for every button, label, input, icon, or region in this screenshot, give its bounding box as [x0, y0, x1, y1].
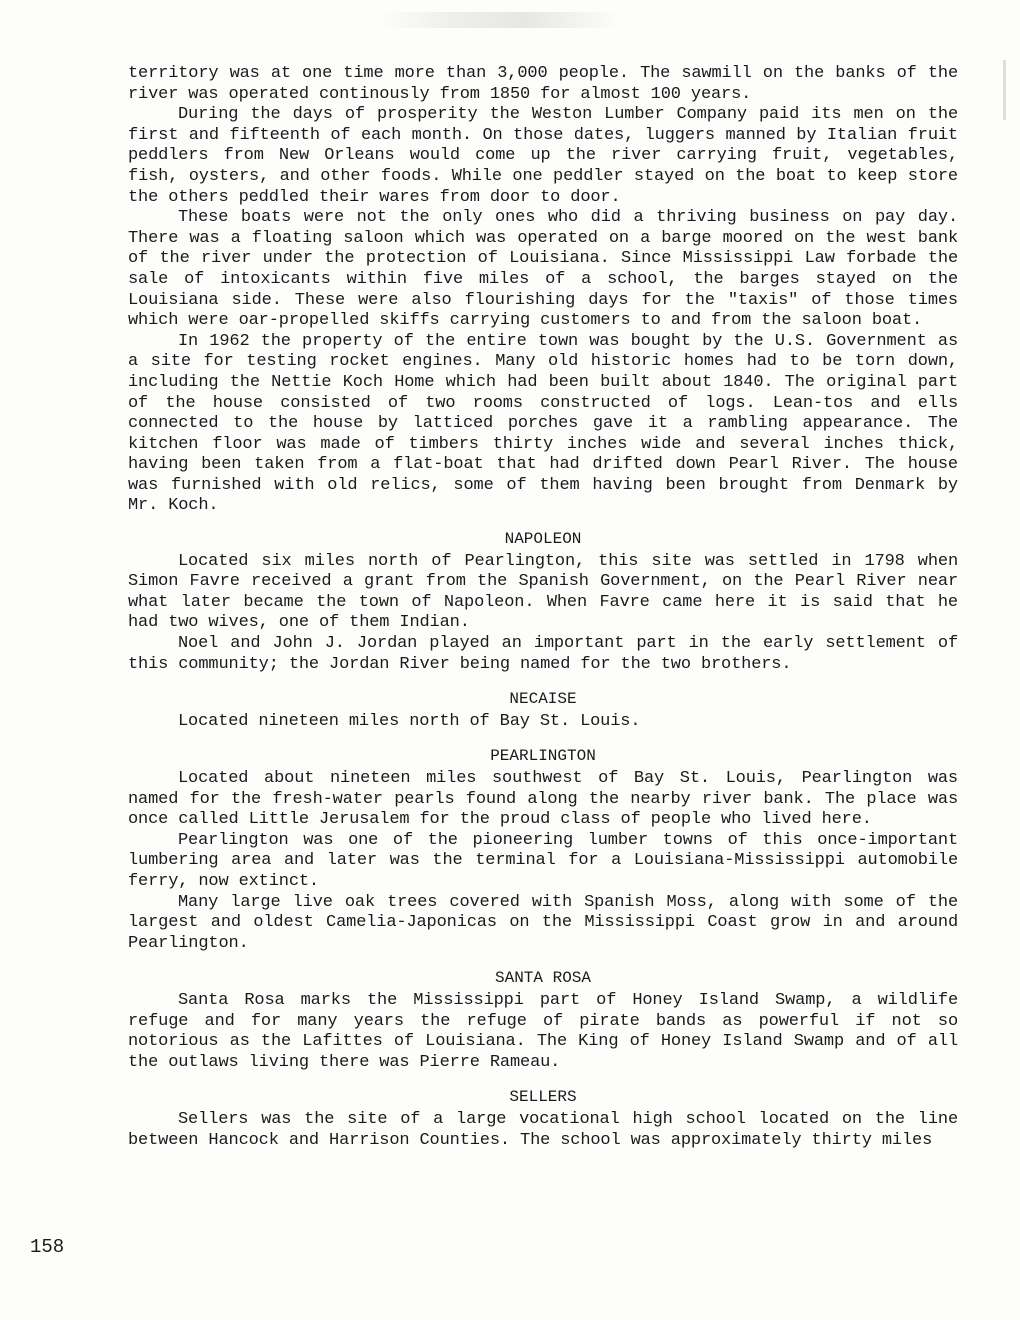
paragraph-napoleon-2: Noel and John J. Jordan played an important part in the early settlement of this community; the Jordan River being named for the two brothers.	[128, 634, 958, 674]
paragraph-intro-4: In 1962 the property of the entire town was bought by the U.S. Government as a site for testing rocket engines. Many old historic homes had to be torn down, including the Nettie Koch Home which had been built about 1840. The original part of the house consisted of two rooms constructed of logs. Lean-tos and ells connected to the house by latticed porches gave it a rambling appearance. The kitchen floor was made of timbers thirty inches wide and several inches thick, having been taken from a flat-boat that had drifted down Pearl River. The house was furnished with old relics, some of them having been brought from Denmark by Mr. Koch.	[128, 331, 958, 516]
paragraph-pearlington-3: Many large live oak trees covered with Spanish Moss, along with some of the largest and oldest Camelia-Japonicas on the Mississippi Coast grow in and around Pearlington.	[128, 892, 958, 953]
section-heading-napoleon: NAPOLEON	[504, 530, 582, 549]
scan-artifact-right	[1003, 60, 1006, 120]
paragraph-santa-rosa-1: Santa Rosa marks the Mississippi part of Honey Island Swamp, a wildlife refuge and for many years the refuge of pirate bands as powerful if not so notorious as the Lafittes of Louisiana. The King of Honey Island Swamp and of all the outlaws living there was Pierre Rameau.	[128, 990, 958, 1072]
paragraph-sellers-1: Sellers was the site of a large vocational high school located on the line between Hancock and Harrison Counties. The school was approximately thirty miles	[128, 1109, 958, 1150]
section-heading-necaise: NECAISE	[509, 690, 577, 709]
paragraph-pearlington-2: Pearlington was one of the pioneering lumber towns of this once-important lumbering area and later was the terminal for a Louisiana-Mississippi automobile ferry, now extinct.	[128, 830, 958, 891]
scan-artifact-top	[380, 12, 620, 28]
page-number: 158	[30, 1236, 65, 1258]
paragraph-pearlington-1: Located about nineteen miles southwest of Bay St. Louis, Pearlington was named for the fresh-water pearls found along the nearby river bank. The place was once called Little Jerusalem for the proud class of people who lived here.	[128, 769, 958, 830]
paragraph-intro-2: During the days of prosperity the Weston Lumber Company paid its men on the first and fifteenth of each month. On those dates, luggers manned by Italian fruit peddlers from New Orleans would come up the river carrying fruit, vegetables, fish, oysters, and other foods. While one peddler stayed on the boat to keep store the others peddled their wares from door to door.	[128, 105, 958, 207]
section-heading-santa-rosa: SANTA ROSA	[494, 969, 591, 988]
paragraph-necaise-1: Located nineteen miles north of Bay St. Louis.	[178, 711, 641, 731]
section-heading-sellers: SELLERS	[509, 1088, 577, 1107]
section-heading-pearlington: PEARLINGTON	[490, 747, 596, 766]
paragraph-intro-3: These boats were not the only ones who did a thriving business on pay day. There was a floating saloon which was operated on a barge moored on the west bank of the river under the protection of Louisiana. Since Mississippi Law forbade the sale of intoxicants within five miles of a school, the barges stayed on the Louisiana side. These were also flourishing days for the "taxis" of those times which were oar-propelled skiffs carrying customers to and from the saloon boat.	[128, 208, 958, 331]
paragraph-napoleon-1: Located six miles north of Pearlington, this site was settled in 1798 when Simon Favre received a grant from the Spanish Government, on the Pearl River near what later became the town of Napoleon. When Favre came here it is said that he had two wives, one of them Indian.	[128, 551, 958, 633]
document-body	[128, 64, 958, 1151]
paragraph-intro-1: territory was at one time more than 3,000 people. The sawmill on the banks of the river was operated continously from 1850 for almost 100 years.	[128, 64, 958, 104]
